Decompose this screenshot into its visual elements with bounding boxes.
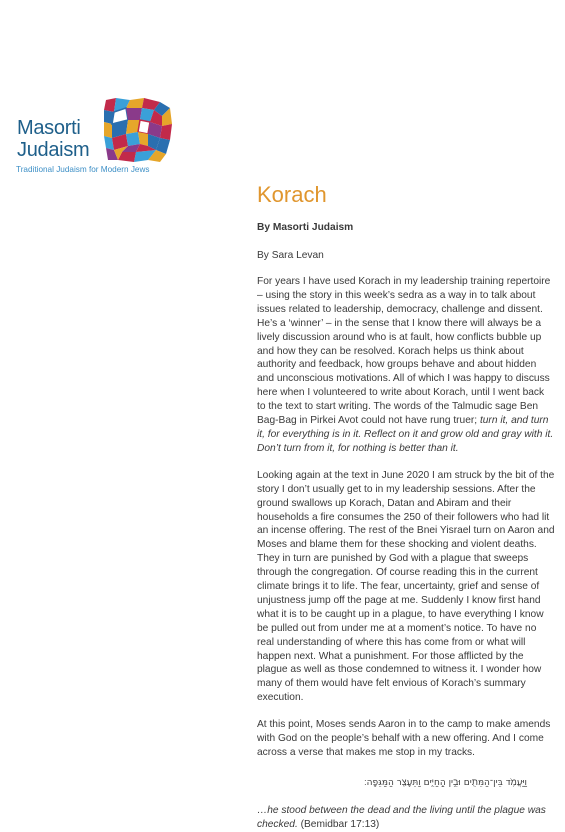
logo-word-masorti: Masorti (17, 117, 81, 139)
paragraph-2: Looking again at the text in June 2020 I am struck by the bit of the story I don’t usually get to in my leadership sessions. After the ground swallows up Korach, Datan and Abiram and their households a fire consumes the 250 of their followers who had lit an incense offering. The rest of the Bnei Yisrael turn on Aaron and Moses and blame them for these shocking and violent deaths. They in turn are punished by God with a plague that sweeps through the congregation. Of course reading this in the current climate brings it to life. The fear, uncertainty, grief and sense of unjustness jump off the page at me. Suddenly I know first hand what it is to be caught up in a plague, to have everything I know be pulled out from under me at a moment’s notice. To have no real understanding of where this has come from or what will happen next. What a punishment. For those afflicted by the plague as well as those condemned to witness it. I wonder how many of them would have felt envious of Korach’s summary execution. (257, 469, 555, 704)
verse-translation-italic: …he stood between the dead and the living until the plague was checked. (257, 804, 546, 830)
logo-tagline: Traditional Judaism for Modern Jews (16, 165, 150, 174)
paragraph-1 (257, 275, 555, 456)
masorti-logo (12, 98, 192, 180)
logo-word-judaism: Judaism (17, 139, 90, 161)
hebrew-verse: וַיַּעֲמֹ֥ד בֵּין־הַמֵּתִ֖ים וּבֵ֣ין הַֽחַיִּ֑ים וַתֵּעָצַ֖ר הַמַּגֵּפָֽה׃ (363, 777, 527, 788)
paragraph-3: At this point, Moses sends Aaron in to the camp to make amends with God on the people’s behalf with a new offering. And I come across a verse that makes me stop in my tracks. (257, 719, 551, 758)
article-byline: By Masorti Judaism (257, 222, 354, 233)
article-title: Korach (257, 182, 327, 207)
paragraph-1-italic: turn it, and turn it, for everything is in it. Reflect on it and grow old and gray with it. Don’t turn from it, for nothing is better than it. (257, 415, 554, 454)
paragraph-1-text: For years I have used Korach in my leadership training repertoire – using the story in this week’s sedra as a way in to talk about issues related to leadership, democracy, challenge and dissent. He’s a ‘winner’ – in the sense that I know there will always be a lively discussion around who is at fault, how conflicts bubble up and how they can be resolved. Korach helps us think about authority and feedback, how groups behave and about hidden and unconscious motivations. All of which I was happy to discuss here when I volunteered to write about Korach, until I went back to the text to start writing. The words of the Talmudic sage Ben Bag-Bag in Pirkei Avot could not have rung truer; (257, 276, 551, 427)
verse-translation (257, 804, 555, 832)
verse-reference: (Bemidbar 17:13) (297, 818, 380, 830)
article-author: By Sara Levan (257, 250, 324, 261)
article (257, 180, 555, 832)
mem-mosaic-icon (104, 98, 172, 162)
